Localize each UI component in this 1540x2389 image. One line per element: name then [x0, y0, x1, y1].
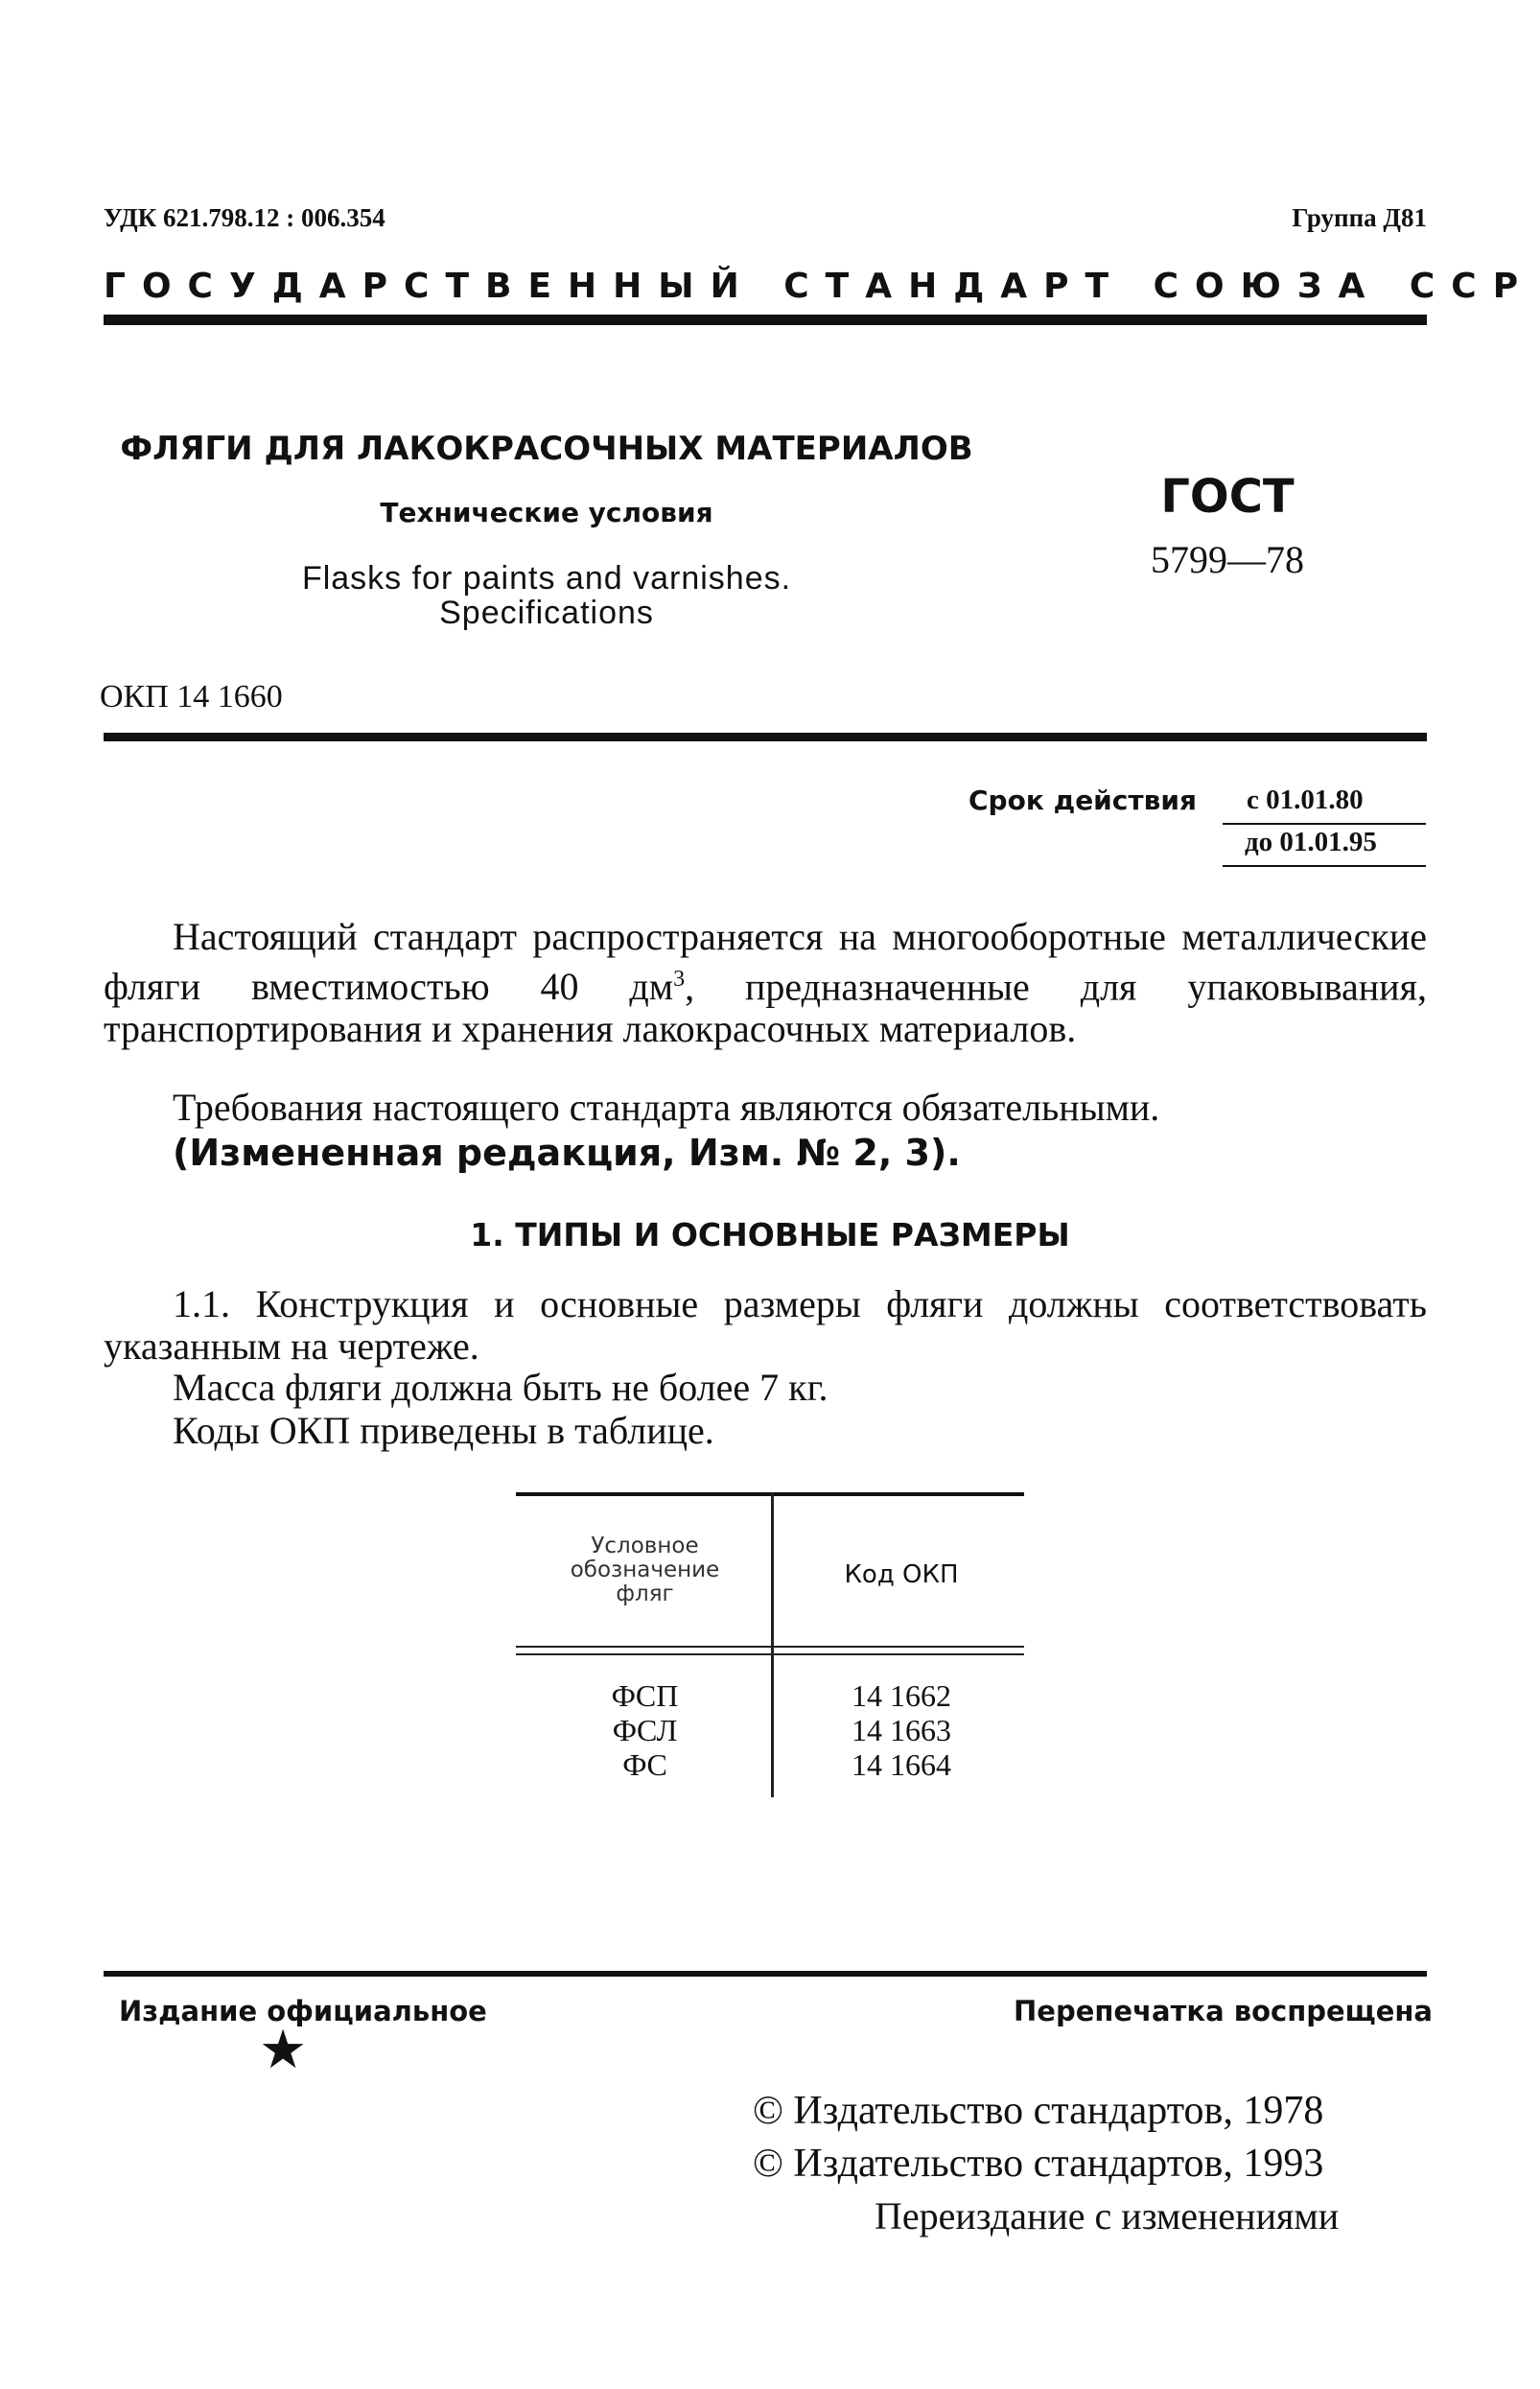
amendment-note: (Измененная редакция, Изм. № 2, 3).: [173, 1132, 961, 1174]
table-top-rule: [516, 1492, 1024, 1496]
table-cell-designation: ФС: [622, 1747, 667, 1782]
table-cell-designation: ФСЛ: [612, 1713, 678, 1747]
mass-requirement: Масса фляги должна быть не более 7 кг.: [173, 1366, 828, 1409]
table-cell-designation: ФСП: [611, 1678, 679, 1713]
table-cell-code: 14 1663: [852, 1713, 951, 1747]
table-header-designation-line-2: обозначение: [570, 1558, 720, 1582]
intro-paragraph-start: Настоящий стандарт распространяется на многооборотные металлические фляги вместимостью 40 дм: [104, 915, 1427, 1009]
table-cell-code: 14 1664: [852, 1747, 951, 1782]
superscript-3: 3: [673, 967, 686, 992]
table-header-code: Код ОКП: [844, 1560, 959, 1589]
table-header-designation: [523, 1534, 767, 1606]
english-title: [96, 561, 997, 630]
intro-paragraph-end: , предназначенные для упаковывания, транспортирования и хранения лакокрасочных материалов.: [104, 965, 1427, 1051]
header-title: ГОСУДАРСТВЕННЫЙ СТАНДАРТ СОЮЗА ССР: [104, 267, 1535, 306]
copyright-1993: © Издательство стандартов, 1993: [753, 2142, 1324, 2186]
table-column-divider: [771, 1492, 774, 1797]
section-title: 1. ТИПЫ И ОСНОВНЫЕ РАЗМЕРЫ: [470, 1216, 1070, 1253]
table-header-designation-line-1: Условное: [591, 1534, 699, 1558]
validity-to: до 01.01.95: [1245, 827, 1377, 857]
table-header-rule-double: [516, 1653, 1024, 1655]
document-subtitle: Технические условия: [380, 497, 713, 528]
reissue-note: Переиздание с изменениями: [875, 2194, 1340, 2237]
copyright-1978: © Издательство стандартов, 1978: [753, 2089, 1324, 2133]
title-block-rule: [104, 733, 1427, 741]
official-edition-label: Издание официальное: [119, 1995, 487, 2027]
okp-code: ОКП 14 1660: [100, 679, 283, 714]
gost-label: ГОСТ: [1160, 470, 1295, 524]
table-header-designation-line-3: фляг: [616, 1581, 674, 1606]
validity-from: с 01.01.80: [1247, 785, 1364, 815]
footer-rule: [104, 1971, 1427, 1977]
table-cell-code: 14 1662: [852, 1678, 951, 1713]
english-title-line-1: Flasks for paints and varnishes.: [301, 560, 792, 597]
validity-underline-from: [1223, 823, 1426, 825]
star-icon: ★: [259, 2021, 308, 2080]
gost-number: 5799—78: [1151, 538, 1304, 581]
reprint-prohibited-label: Перепечатка воспрещена: [1014, 1995, 1433, 2027]
group-code: Группа Д81: [1292, 203, 1427, 232]
codes-note: Коды ОКП приведены в таблице.: [173, 1409, 714, 1452]
header-rule: [104, 315, 1427, 325]
table-header-rule: [516, 1646, 1024, 1648]
document-title: ФЛЯГИ ДЛЯ ЛАКОКРАСОЧНЫХ МАТЕРИАЛОВ: [120, 430, 973, 468]
validity-label: Срок действия: [968, 785, 1197, 816]
validity-underline-to: [1223, 865, 1426, 867]
intro-paragraph: [104, 916, 1427, 1050]
udc-code: УДК 621.798.12 : 006.354: [104, 203, 385, 232]
clause-1-1: 1.1. Конструкция и основные размеры фляги должны соответствовать указанным на чертеже.: [104, 1282, 1427, 1368]
requirements-paragraph: Требования настоящего стандарта являются обязательными.: [173, 1086, 1160, 1129]
english-title-line-2: Specifications: [439, 595, 654, 631]
